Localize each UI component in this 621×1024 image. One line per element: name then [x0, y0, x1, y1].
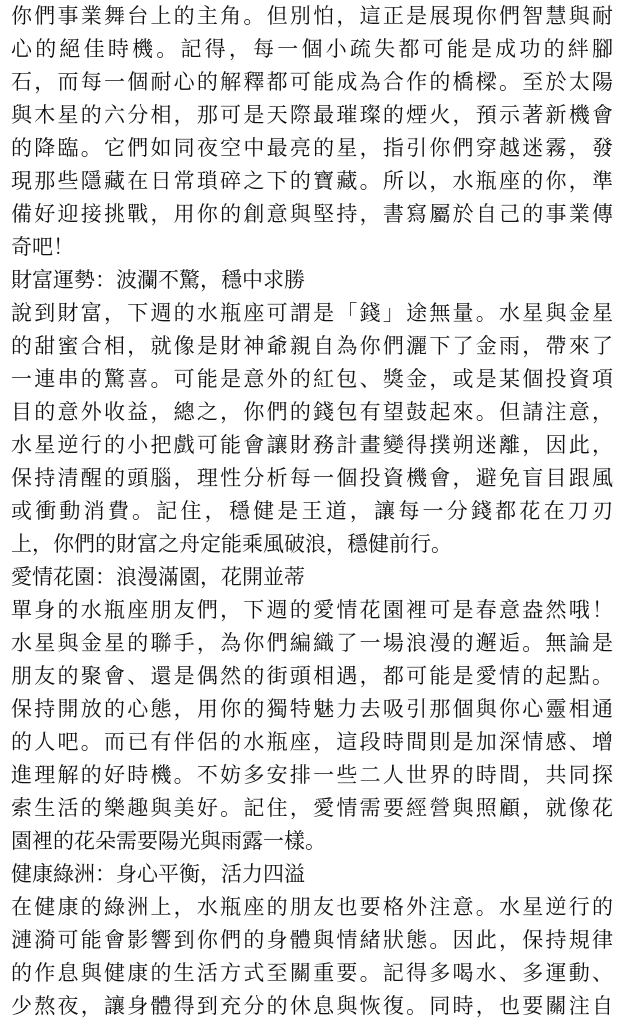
- paragraph-line: 園裡的花朵需要陽光與雨露一樣。: [11, 829, 326, 853]
- paragraph-line: 少熬夜，讓身體得到充分的休息與恢復。同時，也要關注自: [11, 994, 613, 1018]
- paragraph-line: 你們事業舞台上的主角。但別怕，這正是展現你們智慧與耐: [11, 4, 613, 28]
- paragraph-line: 保持清醒的頭腦，理性分析每一個投資機會，避免盲目跟風: [11, 466, 613, 490]
- section-heading-wealth: 財富運勢：波瀾不驚，穩中求勝: [11, 268, 305, 292]
- paragraph-line: 水星逆行的小把戲可能會讓財務計畫變得撲朔迷離，因此，: [11, 433, 613, 457]
- paragraph-line: 保持開放的心態，用你的獨特魅力去吸引那個與你心靈相通: [11, 697, 613, 721]
- paragraph-line: 心的絕佳時機。記得，每一個小疏失都可能是成功的絆腳: [11, 37, 613, 61]
- paragraph-line: 的作息與健康的生活方式至關重要。記得多喝水、多運動、: [11, 961, 613, 985]
- paragraph-line: 備好迎接挑戰，用你的創意與堅持，書寫屬於自己的事業傳: [11, 202, 613, 226]
- section-heading-health: 健康綠洲：身心平衡，活力四溢: [11, 862, 305, 886]
- paragraph-line: 目的意外收益，總之，你們的錢包有望鼓起來。但請注意，: [11, 400, 613, 424]
- paragraph-line: 朋友的聚會、還是偶然的街頭相遇，都可能是愛情的起點。: [11, 664, 613, 688]
- paragraph-line: 的甜蜜合相，就像是財神爺親自為你們灑下了金雨，帶來了: [11, 334, 613, 358]
- paragraph-line: 的人吧。而已有伴侶的水瓶座，這段時間則是加深情感、增: [11, 730, 613, 754]
- paragraph-line: 一連串的驚喜。可能是意外的紅包、獎金，或是某個投資項: [11, 367, 613, 391]
- paragraph-line: 的降臨。它們如同夜空中最亮的星，指引你們穿越迷霧，發: [11, 136, 613, 160]
- paragraph-line: 漣漪可能會影響到你們的身體與情緒狀態。因此，保持規律: [11, 928, 613, 952]
- section-heading-love: 愛情花園：浪漫滿園，花開並蒂: [11, 565, 305, 589]
- paragraph-line: 石，而每一個耐心的解釋都可能成為合作的橋樑。至於太陽: [11, 70, 613, 94]
- paragraph-line: 與木星的六分相，那可是天際最璀璨的煙火，預示著新機會: [11, 103, 613, 127]
- paragraph-line: 進理解的好時機。不妨多安排一些二人世界的時間，共同探: [11, 763, 613, 787]
- paragraph-line: 現那些隱藏在日常瑣碎之下的寶藏。所以，水瓶座的你，準: [11, 169, 613, 193]
- paragraph-line: 說到財富，下週的水瓶座可謂是「錢」途無量。水星與金星: [11, 301, 613, 325]
- paragraph-line: 索生活的樂趣與美好。記住，愛情需要經營與照顧，就像花: [11, 796, 613, 820]
- paragraph-line: 在健康的綠洲上，水瓶座的朋友也要格外注意。水星逆行的: [11, 895, 613, 919]
- paragraph-line: 奇吧！: [11, 235, 74, 259]
- paragraph-line: 或衝動消費。記住，穩健是王道，讓每一分錢都花在刀刃: [11, 499, 613, 523]
- paragraph-line: 單身的水瓶座朋友們，下週的愛情花園裡可是春意盎然哦！: [11, 598, 613, 622]
- paragraph-line: 水星與金星的聯手，為你們編織了一場浪漫的邂逅。無論是: [11, 631, 613, 655]
- paragraph-line: 上，你們的財富之舟定能乘風破浪，穩健前行。: [11, 532, 452, 556]
